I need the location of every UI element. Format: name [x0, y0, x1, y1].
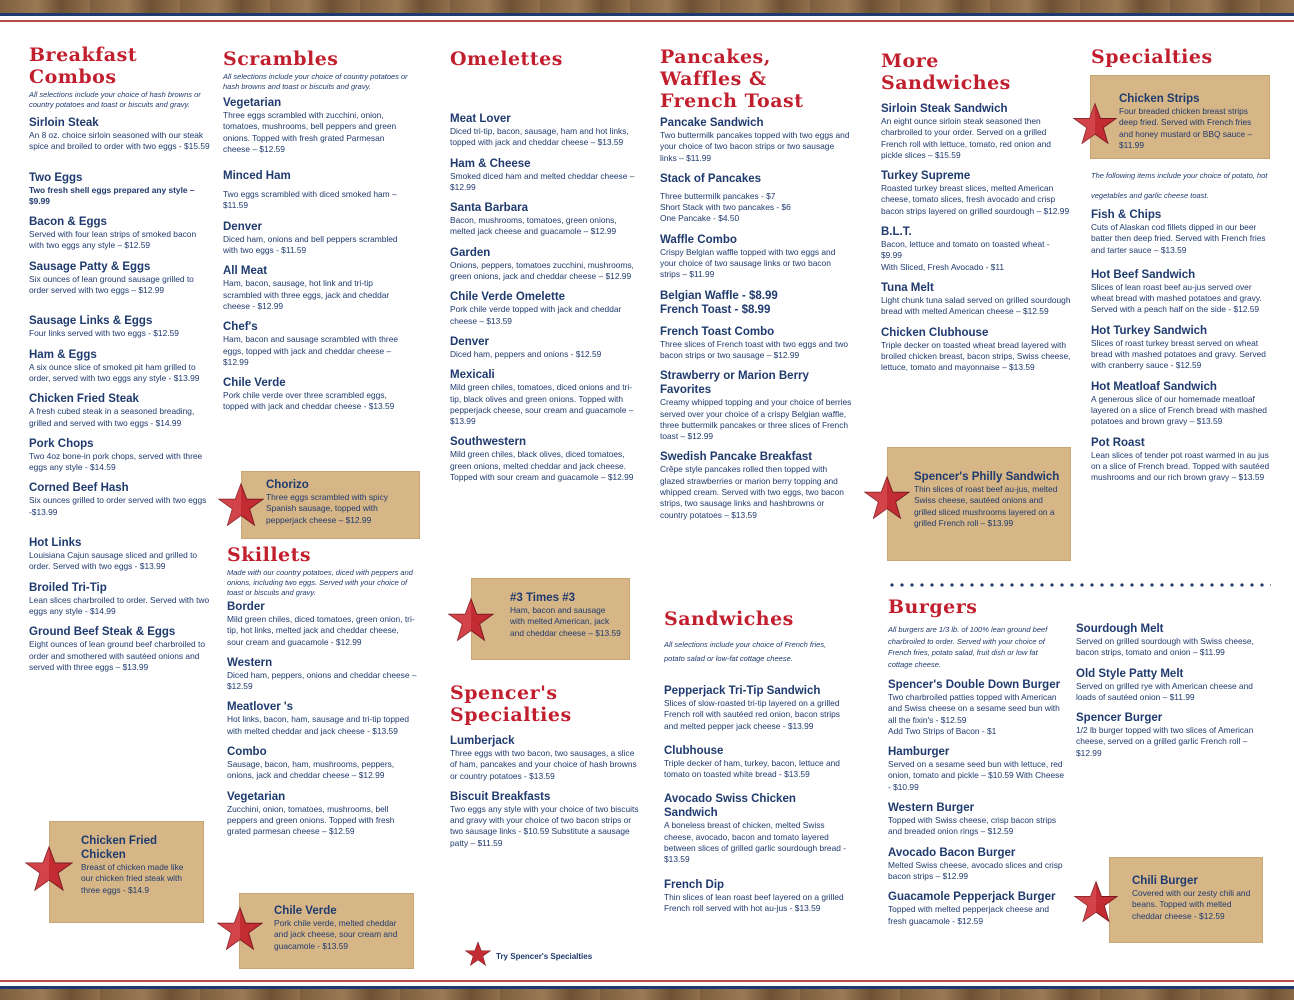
scrambles-section — [223, 48, 413, 413]
sandwiches-section — [664, 608, 849, 914]
menu-item: Pepperjack Tri-Tip Sandwich Slices of slow-roasted tri-tip layered on a grilled French roll with sautéed red onion, bacon strips and melted pepper jack cheese - $13.99 — [664, 685, 840, 731]
menu-item: Ham & Eggs A six ounce slice of smoked pit ham grilled to order, served with two eggs any style - $13.99 — [29, 348, 200, 383]
menu-item: Spencer's Double Down Burger Two charbroiled patties topped with American and Swiss cheese on a sesame seed bun with all the fixin's - $12.59 Add Two Strips of Bacon - $1 — [888, 679, 1061, 736]
spencers-specialties-section — [450, 682, 642, 849]
feature-box-chile-verde: Chile Verde Pork chile verde, melted cheddar and jack cheese, sour cream and guacamole - $13.59 — [239, 893, 414, 969]
menu-item: Clubhouse Triple decker of ham, turkey, bacon, lettuce and tomato on toasted white bread - $13.59 — [664, 744, 840, 780]
menu-item: Belgian Waffle - $8.99 French Toast - $8.99 — [660, 289, 778, 316]
sandwiches-title: Sandwiches — [664, 608, 794, 630]
feature-box-chicken-fried-chicken: Chicken Fried Chicken Breast of chicken made like our chicken fried steak with three eggs - $14.9 — [49, 821, 204, 923]
menu-item: Ground Beef Steak & Eggs Eight ounces of lean ground beef charbroiled to order and smothered with sautéed onions and served with three eggs – $13.99 — [29, 626, 205, 672]
star-icon — [1074, 880, 1118, 924]
menu-item: Denver Diced ham, onions and bell peppers scrambled with two eggs - $11.59 — [223, 220, 398, 256]
burgers-section — [888, 596, 1064, 927]
star-icon — [217, 906, 263, 952]
menu-item: Western Burger Topped with Swiss cheese, crisp bacon strips and breaded onion rings – $12.59 — [888, 802, 1057, 837]
menu-item: Chef's Ham, bacon and sausage scrambled with three eggs, topped with jack and cheddar cheese – $12.99 — [223, 321, 399, 367]
menu-item: Meatlover 's Hot links, bacon, ham, sausage and tri-tip topped with melted cheddar and jack cheese - $13.59 — [227, 701, 410, 736]
scrambles-title: Scrambles — [223, 48, 339, 70]
menu-item: Two Eggs Two fresh shell eggs prepared any style – $9.99 — [29, 171, 195, 206]
star-icon — [448, 597, 494, 643]
menu-item: All Meat Ham, bacon, sausage, hot link and tri-tip scrambled with three eggs, jack and cheddar cheese - $12.99 — [223, 265, 390, 311]
menu-item: Meat Lover Diced tri-tip, bacon, sausage, ham and hot links, topped with jack and cheddar cheese – $13.59 — [450, 113, 629, 148]
skillets-note: Made with our country potatoes, diced with peppers and onions, including two eggs. Served with your choice of toast or biscuits and gravy. — [227, 568, 413, 597]
menu-item: Sausage Links & Eggs Four links served with two eggs - $12.59 — [29, 315, 179, 339]
star-icon — [1073, 102, 1117, 146]
menu-item: Old Style Patty Melt Served on grilled rye with American cheese and loads of sautéed onion – $11.99 — [1076, 667, 1253, 702]
star-icon — [864, 475, 910, 521]
menu-item: Sourdough Melt Served on grilled sourdough with Swiss cheese, bacon strips, tomato and onion – $11.99 — [1076, 623, 1254, 658]
menu-item: Guacamole Pepperjack Burger Topped with melted pepperjack cheese and fresh guacamole - $12.59 — [888, 891, 1056, 926]
breakfast-combos-section — [29, 44, 211, 673]
more-sandwiches-title: More Sandwiches — [881, 50, 1011, 94]
pancakes-section — [660, 46, 852, 521]
menu-item: Avocado Swiss Chicken Sandwich A boneless breast of chicken, melted Swiss cheese, avocado, bacon and tomato layered between slices of grilled garlic sourdough bread - $13.59 — [664, 793, 847, 865]
menu-item: Vegetarian Zucchini, onion, tomatoes, mushrooms, bell peppers and green onions. Topped with fresh grated parmesan cheese – $12.59 — [227, 790, 395, 837]
menu-item: Hot Links Louisiana Cajun sausage sliced and grilled to order. Served with two eggs - $13.99 — [29, 537, 198, 572]
star-icon — [218, 482, 264, 528]
feature-box-philly-sandwich: Spencer's Philly Sandwich Thin slices of roast beef au-jus, melted Swiss cheese, sautéed onions and grilled sliced mushrooms layered on a grilled French roll – $13.99 — [887, 447, 1071, 561]
menu-item: Hot Turkey Sandwich Slices of roast turkey breast served on wheat bread with mashed potatoes and gravy. Served with cranberry sauce - $12.59 — [1091, 324, 1266, 371]
menu-item: Pot Roast Lean slices of tender pot roast warmed in au jus on a slice of French bread. Topped with sautéed mushrooms and our rich brown gravy – $13.59 — [1091, 436, 1270, 483]
scrambles-note: All selections include your choice of country potatoes or hash browns and toast or biscuits and gravy. — [223, 72, 408, 91]
dotted-divider — [887, 583, 1271, 587]
menu-item: Swedish Pancake Breakfast Crêpe style pancakes rolled then topped with glazed strawberries or marion berry topping and whipped cream. Served with two eggs, two bacon strips, two sausage links and hashbrowns or country potatoes – $13.59 — [660, 451, 844, 520]
menu-item: Turkey Supreme Roasted turkey breast slices, melted American cheese, tomato slices, fresh avocado and crisp bacon strips layered on grilled sourdough – $12.99 — [881, 170, 1070, 216]
menu-item: Stack of Pancakes Three buttermilk pancakes - $7 Short Stack with two pancakes - $6 One Pancake - $4.50 — [660, 172, 791, 224]
menu-item: Fish & Chips Cuts of Alaskan cod fillets dipped in our beer batter then deep fried. Served with French fries and tarter sauce – $13.59 — [1091, 209, 1266, 255]
specialties-note: The following items include your choice of potato, hot vegetables and garlic cheese toast. — [1091, 171, 1268, 200]
breakfast-combos-title: Breakfast Combos — [29, 44, 138, 88]
menu-item: Sirloin Steak An 8 oz. choice sirloin seasoned with our steak spice and broiled to order with two eggs - $15.59 — [29, 117, 210, 152]
menu-item: French Dip Thin slices of lean roast beef layered on a grilled French roll served with hot au-jus - $13.59 — [664, 878, 844, 913]
menu-item: Minced Ham Two eggs scrambled with diced smoked ham – $11.59 — [223, 170, 397, 211]
feature-box-chicken-strips: Chicken Strips Four breaded chicken breast strips deep fried. Served with French fries and honey mustard or BBQ sauce – $11.99 — [1090, 75, 1270, 159]
menu-item: Combo Sausage, bacon, ham, mushrooms, peppers, onions, jack and cheddar cheese – $12.99 — [227, 746, 395, 781]
menu-item: Waffle Combo Crispy Belgian waffle topped with two eggs and your choice of two sausage links or two bacon strips – $11.99 — [660, 233, 836, 280]
specialties-title: Specialties — [1091, 46, 1213, 68]
menu-item: Lumberjack Three eggs with two bacon, two sausages, a slice of ham, pancakes and your choice of hash browns or country potatoes - $13.59 — [450, 735, 637, 781]
menu-item: B.L.T. Bacon, lettuce and tomato on toasted wheat - $9.99 With Sliced, Fresh Avocado - $11 — [881, 226, 1050, 272]
omelettes-section — [450, 48, 642, 483]
burgers-title: Burgers — [888, 596, 978, 618]
menu-item: Pancake Sandwich Two buttermilk pancakes topped with two eggs and your choice of two bacon strips or two sausage links – $11.99 — [660, 117, 850, 163]
menu-item: Ham & Cheese Smoked diced ham and melted cheddar cheese – $12.99 — [450, 157, 635, 192]
burgers-right-section — [1076, 618, 1268, 759]
menu-item: Sirloin Steak Sandwich An eight ounce sirloin steak seasoned then charbroiled to your order. Served on a grilled French roll with lettuce, tomato, red onion and pickle slices – $15.59 — [881, 103, 1051, 160]
menu-item: Chicken Clubhouse Triple decker on toasted wheat bread layered with broiled chicken breast, bacon strips, Swiss cheese, lettuce, tomato and mayonnaise – $13.59 — [881, 326, 1071, 373]
star-icon — [465, 941, 491, 967]
menu-item: Vegetarian Three eggs scrambled with zucchini, onion, tomatoes, mushrooms, bell peppers and green onions. Topped with fresh grated Parmesan cheese – $12.59 — [223, 97, 397, 154]
menu-item: Biscuit Breakfasts Two eggs any style with your choice of two biscuits and gravy with your choice of two bacon strips or two sausage links - $10.59 Substitute a sausage patty – $11.59 — [450, 790, 639, 848]
specialties-section — [1091, 164, 1271, 483]
menu-item: Santa Barbara Bacon, mushrooms, tomatoes, green onions, melted jack cheese and guacamole – $12.99 — [450, 202, 617, 237]
pancakes-title: Pancakes, Waffles & French Toast — [660, 46, 804, 112]
menu-item: Hamburger Served on a sesame seed bun with lettuce, red onion, tomato and pickle – $10.59 With Cheese - $10.99 — [888, 746, 1064, 792]
skillets-section — [227, 544, 417, 838]
menu-item: Southwestern Mild green chiles, black olives, diced tomatoes, green onions, melted cheddar and jack cheese. Topped with sour cream and guacamole – $12.99 — [450, 436, 634, 483]
try-specialties-label: Try Spencer's Specialties — [496, 952, 593, 961]
menu-item: Border Mild green chiles, diced tomatoes, green onion, tri-tip, hot links, melted jack and cheddar cheese, sour cream and guacamole - $12.99 — [227, 601, 415, 647]
sandwiches-note: All selections include your choice of French fries, potato salad or low-fat cottage cheese. — [664, 640, 827, 663]
menu-item: Garden Onions, peppers, tomatoes zucchini, mushrooms, green onions, jack and cheddar cheese – $12.99 — [450, 246, 634, 282]
menu-item: Hot Meatloaf Sandwich A generous slice of our homemade meatloaf layered on a slice of French bread with mashed potatoes and brown gravy – $13.59 — [1091, 380, 1267, 427]
menu-item: Avocado Bacon Burger Melted Swiss cheese, avocado slices and crisp bacon strips – $12.99 — [888, 846, 1063, 881]
skillets-title: Skillets — [227, 544, 312, 566]
specialties-title-block — [1091, 46, 1271, 68]
menu-item: Broiled Tri-Tip Lean slices charbroiled to order. Served with two eggs any style - $14.99 — [29, 581, 210, 616]
menu-item: Hot Beef Sandwich Slices of lean roast beef au-jus served over wheat bread with mashed potatoes and gravy. Served with a peach half on the side - $12.59 — [1091, 268, 1262, 315]
menu-item: Western Diced ham, peppers, onions and cheddar cheese – $12.59 — [227, 656, 417, 692]
spencers-specialties-title: Spencer's Specialties — [450, 682, 572, 726]
star-icon — [25, 845, 73, 893]
menu-item: Chile Verde Pork chile verde over three scrambled eggs, topped with jack and cheddar cheese - $13.59 — [223, 377, 395, 412]
menu-item: Strawberry or Marion Berry Favorites Creamy whipped topping and your choice of berries served over your choice of a crispy Belgian waffle, three buttermilk pancakes or three slices of French toast – $12.99 — [660, 370, 852, 442]
menu-item: Denver Diced ham, peppers and onions - $12.59 — [450, 335, 602, 359]
feature-box-chorizo: Chorizo Three eggs scrambled with spicy Spanish sausage, topped with pepperjack cheese – $12.99 — [241, 471, 420, 539]
burgers-note: All burgers are 1/3 lb. of 100% lean ground beef charbroiled to order. Served with your choice of French fries, potato salad, fruit dish or low fat cottage cheese. — [888, 625, 1048, 669]
menu-item: Sausage Patty & Eggs Six ounces of lean ground sausage grilled to order served with two eggs – $12.99 — [29, 260, 194, 296]
menu-item: Chile Verde Omelette Pork chile verde topped with jack and cheddar cheese – $13.59 — [450, 291, 622, 326]
menu-item: Corned Beef Hash Six ounces grilled to order served with two eggs -$13.99 — [29, 482, 207, 517]
menu-item: French Toast Combo Three slices of French toast with two eggs and two bacon strips or two sausage – $12.99 — [660, 325, 849, 360]
menu-item: Spencer Burger 1/2 lb burger topped with two slices of American cheese, served on a grilled garlic French roll – $12.99 — [1076, 712, 1254, 758]
breakfast-combos-note: All selections include your choice of hash browns or country potatoes and toast or biscuits and gravy. — [29, 90, 201, 109]
menu-item: Bacon & Eggs Served with four lean strips of smoked bacon with two eggs any style – $12.59 — [29, 216, 197, 251]
feature-box-3-times-3: #3 Times #3 Ham, bacon and sausage with melted American, jack and cheddar cheese – $13.59 — [471, 578, 630, 660]
menu-item: Pork Chops Two 4oz bone-in pork chops, served with three eggs any style - $14.59 — [29, 437, 203, 473]
menu-item: Chicken Fried Steak A fresh cubed steak in a seasoned breading, grilled and served with two eggs - $14.99 — [29, 393, 195, 428]
more-sandwiches-section — [881, 50, 1071, 373]
feature-box-chili-burger: Chili Burger Covered with our zesty chili and beans. Topped with melted cheddar cheese - $12.59 — [1109, 857, 1263, 943]
omelettes-title: Omelettes — [450, 48, 563, 70]
menu-item: Tuna Melt Light chunk tuna salad served on grilled sourdough bread with melted American cheese – $12.59 — [881, 281, 1071, 317]
menu-item: Mexicali Mild green chiles, tomatoes, diced onions and tri-tip, black olives and green onions. Topped with pepperjack cheese, sour cream and guacamole – $13.99 — [450, 369, 634, 427]
